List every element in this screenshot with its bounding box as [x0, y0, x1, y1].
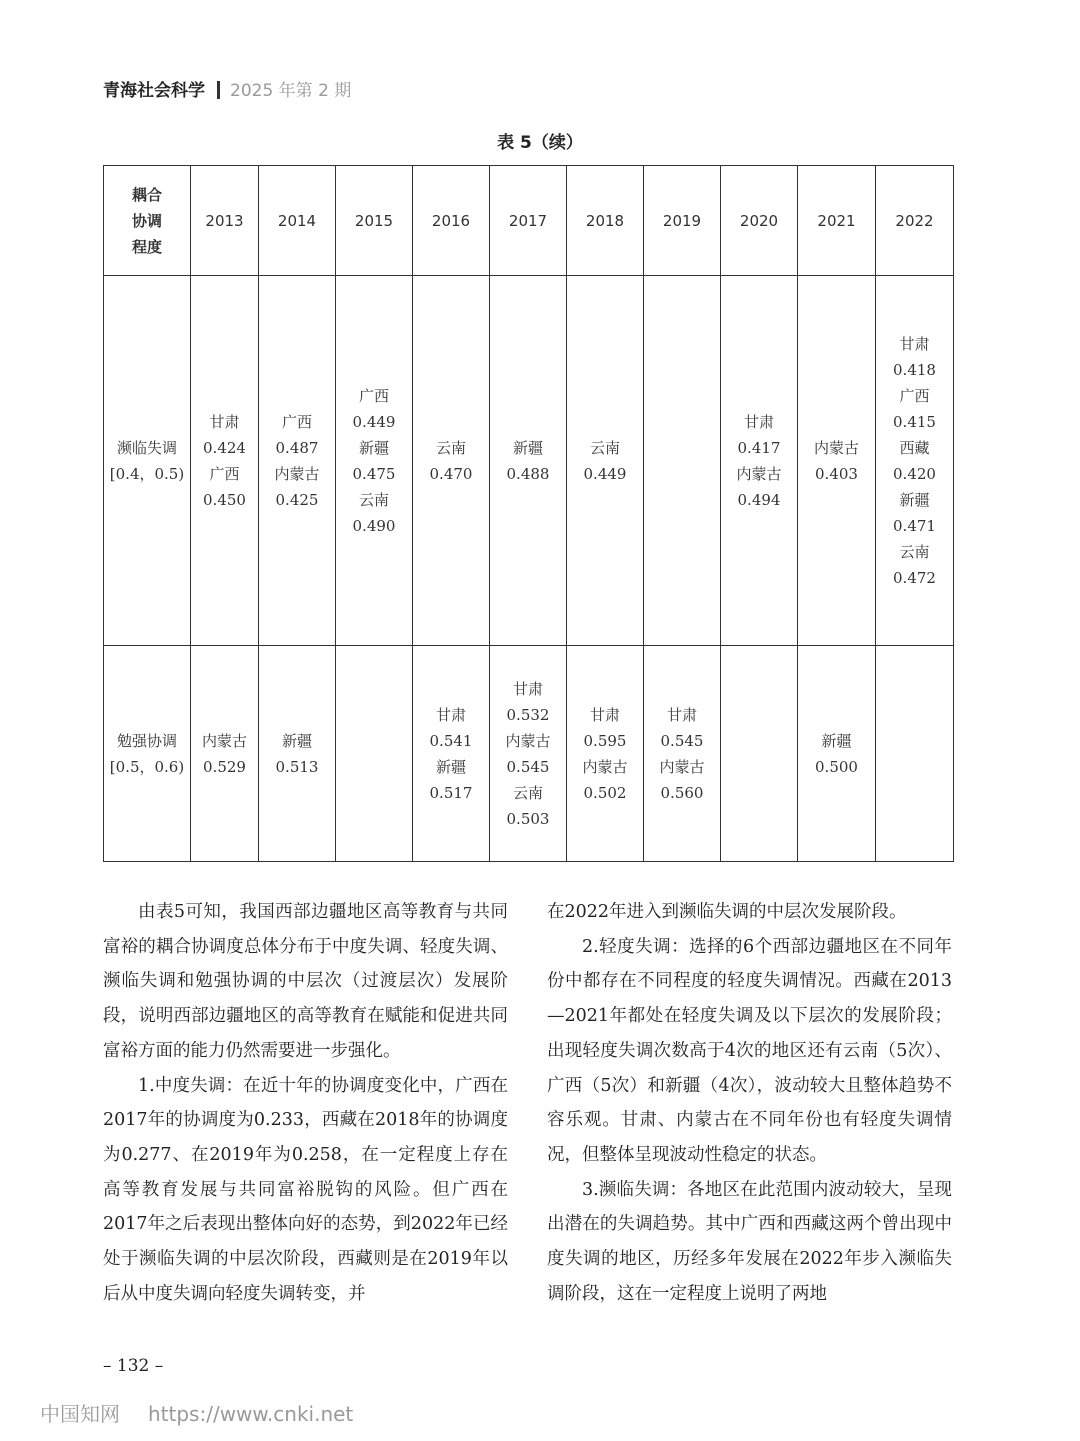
year-header: 2022	[876, 166, 954, 276]
paragraph: 3.濒临失调：各地区在此范围内波动较大，呈现出潜在的失调趋势。其中广西和西藏这两个曾出现中度失调的地区，历经多年发展在2022年步入濒临失调阶段，这在一定程度上说明了两地	[547, 1179, 952, 1304]
year-header: 2016	[413, 166, 490, 276]
year-header: 2021	[798, 166, 876, 276]
region-name: 甘肃	[435, 705, 466, 724]
year-header: 2013	[191, 166, 259, 276]
region-name: 内蒙古	[659, 757, 705, 776]
region-name: 西藏	[899, 438, 930, 457]
coupling-value: 0.420	[893, 464, 936, 483]
region-name: 广西	[281, 412, 312, 431]
row-label-line: 濒临失调	[116, 438, 177, 457]
table-cell	[876, 276, 954, 646]
coupling-value: 0.471	[893, 516, 936, 535]
coupling-value: 0.541	[429, 731, 473, 750]
table-header-row	[104, 166, 954, 276]
region-name: 广西	[358, 386, 389, 405]
region-name: 新疆	[435, 757, 466, 776]
paragraph: 1.中度失调：在近十年的协调度变化中，广西在2017年的协调度为0.233，西藏在2018年的协调度为0.277、在2019年为0.258，在一定程度上存在高等教育发展与共同富裕脱钩的风险。但广西在2017年之后表现出整体向好的态势，到2022年已经处于濒临失调的中层次阶段，西藏则是在2019年以后从中度失调向轻度失调转变，并	[103, 1075, 508, 1304]
coupling-value: 0.502	[583, 783, 627, 802]
running-header	[103, 78, 351, 104]
coupling-value: 0.403	[815, 464, 858, 483]
table-cell	[644, 646, 721, 862]
region-name: 甘肃	[666, 705, 697, 724]
table-cell	[191, 646, 259, 862]
region-name: 新疆	[899, 490, 930, 509]
coupling-value: 0.595	[583, 731, 627, 750]
coupling-value: 0.532	[506, 705, 550, 724]
year-header: 2015	[336, 166, 413, 276]
cnki-url: https://www.cnki.net	[148, 1402, 354, 1426]
coupling-value: 0.449	[583, 464, 627, 483]
region-name: 云南	[512, 783, 543, 802]
region-name: 内蒙古	[736, 464, 782, 483]
cnki-brand: 中国知网	[40, 1402, 120, 1426]
region-name: 内蒙古	[582, 757, 628, 776]
table-cell	[798, 276, 876, 646]
year-header: 2020	[721, 166, 798, 276]
table-row	[104, 276, 954, 646]
body-left-column	[103, 895, 508, 1311]
table-row	[104, 646, 954, 862]
coupling-value: 0.513	[275, 757, 319, 776]
coupling-value: 0.545	[660, 731, 704, 750]
table-cell	[413, 276, 490, 646]
coupling-value: 0.417	[737, 438, 781, 457]
row-label	[104, 276, 191, 646]
row-label	[104, 646, 191, 862]
issue-label: 2025 年第 2 期	[230, 81, 352, 101]
table-cell	[191, 276, 259, 646]
page-number: – 132 –	[103, 1356, 164, 1376]
coupling-value: 0.450	[203, 490, 246, 509]
coupling-value: 0.500	[815, 757, 858, 776]
region-name: 新疆	[281, 731, 312, 750]
coupling-value: 0.415	[893, 412, 936, 431]
region-name: 甘肃	[899, 334, 930, 353]
coupling-table	[103, 165, 954, 862]
coupling-value: 0.424	[203, 438, 246, 457]
corner-line: 程度	[131, 237, 162, 256]
table-cell	[567, 276, 644, 646]
region-name: 内蒙古	[201, 731, 247, 750]
table-cell	[336, 646, 413, 862]
row-label-line: [0.5，0.6)	[109, 757, 185, 776]
region-name: 云南	[358, 490, 389, 509]
region-name: 广西	[209, 464, 240, 483]
table-cell	[259, 276, 336, 646]
table-cell	[876, 646, 954, 862]
table-cell	[644, 276, 721, 646]
table-cell	[567, 646, 644, 862]
coupling-value: 0.449	[352, 412, 396, 431]
region-name: 新疆	[358, 438, 389, 457]
watermark-footer	[40, 1398, 353, 1427]
journal-title: 青海社会科学	[103, 81, 205, 101]
table-cell	[490, 276, 567, 646]
coupling-value: 0.425	[275, 490, 319, 509]
coupling-value: 0.529	[203, 757, 246, 776]
year-header: 2018	[567, 166, 644, 276]
region-name: 新疆	[512, 438, 543, 457]
coupling-value: 0.487	[275, 438, 319, 457]
coupling-value: 0.488	[506, 464, 550, 483]
coupling-value: 0.560	[660, 783, 704, 802]
region-name: 云南	[899, 542, 930, 561]
table-cell	[721, 646, 798, 862]
region-name: 新疆	[821, 731, 852, 750]
coupling-value: 0.475	[352, 464, 396, 483]
region-name: 云南	[589, 438, 620, 457]
coupling-value: 0.490	[352, 516, 396, 535]
header-divider	[217, 81, 220, 99]
table-cell	[721, 276, 798, 646]
corner-header	[104, 166, 191, 276]
table-cell	[259, 646, 336, 862]
year-header: 2017	[490, 166, 567, 276]
coupling-value: 0.472	[893, 568, 936, 587]
paragraph: 2.轻度失调：选择的6个西部边疆地区在不同年份中都存在不同程度的轻度失调情况。西藏在2013—2021年都处在轻度失调及以下层次的发展阶段；出现轻度失调次数高于4次的地区还有云南（5次）、广西（5次）和新疆（4次），波动较大且整体趋势不容乐观。甘肃、内蒙古在不同年份也有轻度失调情况，但整体呈现波动性稳定的状态。	[547, 936, 952, 1165]
year-header: 2019	[644, 166, 721, 276]
region-name: 内蒙古	[274, 464, 320, 483]
row-label-line: [0.4，0.5)	[109, 464, 185, 483]
coupling-value: 0.470	[429, 464, 473, 483]
row-label-line: 勉强协调	[116, 731, 177, 750]
table-cell	[413, 646, 490, 862]
region-name: 甘肃	[743, 412, 774, 431]
year-header: 2014	[259, 166, 336, 276]
table-cell	[336, 276, 413, 646]
corner-line: 协调	[131, 211, 162, 230]
corner-line: 耦合	[131, 185, 162, 204]
table-cell	[798, 646, 876, 862]
region-name: 甘肃	[589, 705, 620, 724]
region-name: 广西	[899, 386, 930, 405]
coupling-value: 0.545	[506, 757, 550, 776]
table-cell	[490, 646, 567, 862]
region-name: 甘肃	[512, 679, 543, 698]
paragraph: 由表5可知，我国西部边疆地区高等教育与共同富裕的耦合协调度总体分布于中度失调、轻度失调、濒临失调和勉强协调的中层次（过渡层次）发展阶段，说明西部边疆地区的高等教育在赋能和促进共同富裕方面的能力仍然需要进一步强化。	[103, 902, 508, 1061]
coupling-value: 0.517	[429, 783, 473, 802]
body-right-column	[547, 895, 952, 1311]
paragraph-continued: 在2022年进入到濒临失调的中层次发展阶段。	[547, 902, 907, 922]
region-name: 云南	[435, 438, 466, 457]
coupling-value: 0.494	[737, 490, 781, 509]
table-caption: 表 5（续）	[497, 133, 583, 153]
coupling-value: 0.418	[893, 360, 936, 379]
region-name: 内蒙古	[813, 438, 859, 457]
region-name: 内蒙古	[505, 731, 551, 750]
region-name: 甘肃	[209, 412, 240, 431]
coupling-value: 0.503	[506, 809, 550, 828]
